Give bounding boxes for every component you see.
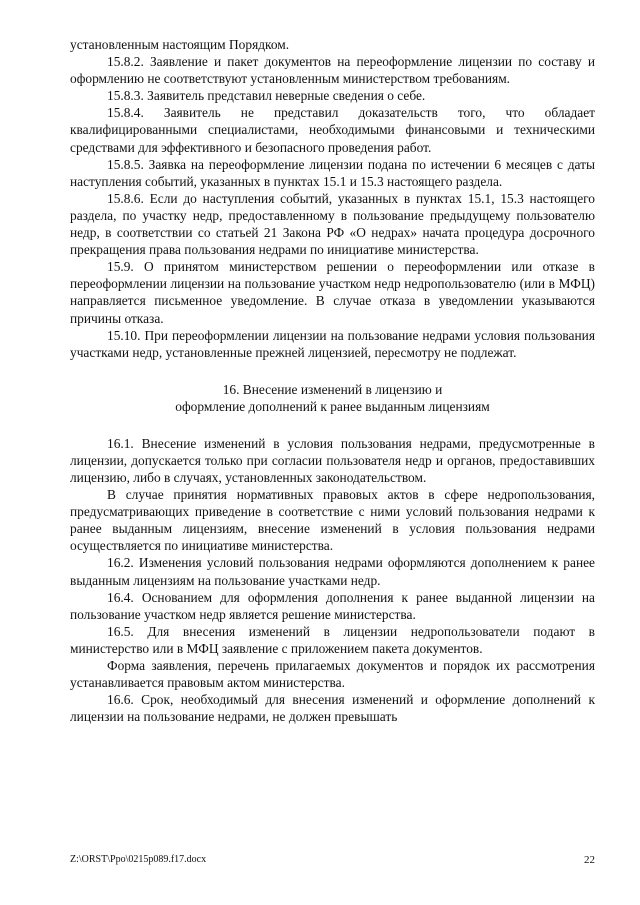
paragraph-continuation: установленным настоящим Порядком. — [70, 37, 290, 52]
paragraph-15-8-2: 15.8.2. Заявление и пакет документов на переоформление лицензии по составу и оформлению не соответствуют установленным министерством требованиям. — [70, 54, 595, 87]
paragraph-16-1: 16.1. Внесение изменений в условия пользования недрами, предусмотренные в лицензии, допускается только при согласии пользователя недр и органов, предоставивших лицензию, либо в случаях, установленных законодательством. — [70, 435, 595, 485]
paragraph-15-10: 15.10. При переоформлении лицензии на пользование недрами условия пользования участками недр, установленные прежней лицензией, пересмотру не подлежат. — [70, 327, 595, 360]
paragraph-15-8-4: 15.8.4. Заявитель не представил доказательств того, что обладает квалифицированными специалистами, необходимыми финансовыми и техническими средствами для эффективного и безопасного проведения работ. — [70, 105, 595, 155]
paragraph-15-9: 15.9. О принятом министерством решении о переоформлении или отказе в переоформлении лицензии на пользование участком недр недропользователю (или в МФЦ) направляется письменное уведомление. В случае отказа в уведомлении указываются причины отказа. — [70, 259, 595, 326]
section-heading-line-1: 16. Внесение изменений в лицензию и — [222, 381, 443, 397]
paragraph-15-8-5: 15.8.5. Заявка на переоформление лицензии подана по истечении 6 месяцев с даты наступления событий, указанных в пунктах 15.1 и 15.3 настоящего раздела. — [70, 156, 595, 189]
page-number: 22 — [584, 854, 595, 866]
section-heading — [70, 381, 595, 415]
document-body — [70, 36, 595, 725]
paragraph-16-6: 16.6. Срок, необходимый для внесения изменений и оформление дополнений к лицензии на пользование недрами, не должен превышать — [70, 692, 595, 725]
file-path: Z:\ORST\Ppo\0215p089.f17.docx — [70, 854, 207, 865]
paragraph-16-5: 16.5. Для внесения изменений в лицензии недропользователи подают в министерство или в МФЦ заявление с приложением пакета документов. — [70, 623, 595, 656]
paragraph-16-2: 16.2. Изменения условий пользования недрами оформляются дополнением к ранее выданным лицензиям на пользование участками недр. — [70, 555, 595, 588]
section-heading-line-2: оформление дополнений к ранее выданным лицензиям — [175, 398, 490, 414]
paragraph-16-4: 16.4. Основанием для оформления дополнения к ранее выданной лицензии на пользование участком недр является решение министерства. — [70, 589, 595, 622]
paragraph-15-8-3: 15.8.3. Заявитель представил неверные сведения о себе. — [107, 88, 426, 104]
paragraph-15-8-6: 15.8.6. Если до наступления событий, указанных в пунктах 15.1, 15.3 настоящего раздела, по участку недр, предоставленному в пользование предыдущему пользователю недр, в соответствии со статьей 21 Закона РФ «О недрах» начата процедура досрочного прекращения права пользования недрами по инициативе министерства. — [70, 190, 595, 258]
page-footer — [70, 854, 595, 868]
paragraph-16-1-cont: В случае принятия нормативных правовых актов в сфере недропользования, предусматривающих приведение в соответствие с ними условий пользования недрами к ранее выданным лицензиям, внесение изменений в условия пользования недрами осуществляется по инициативе министерства. — [70, 487, 595, 554]
paragraph-16-5-form: Форма заявления, перечень прилагаемых документов и порядок их рассмотрения устанавливается правовым актом министерства. — [70, 658, 595, 691]
